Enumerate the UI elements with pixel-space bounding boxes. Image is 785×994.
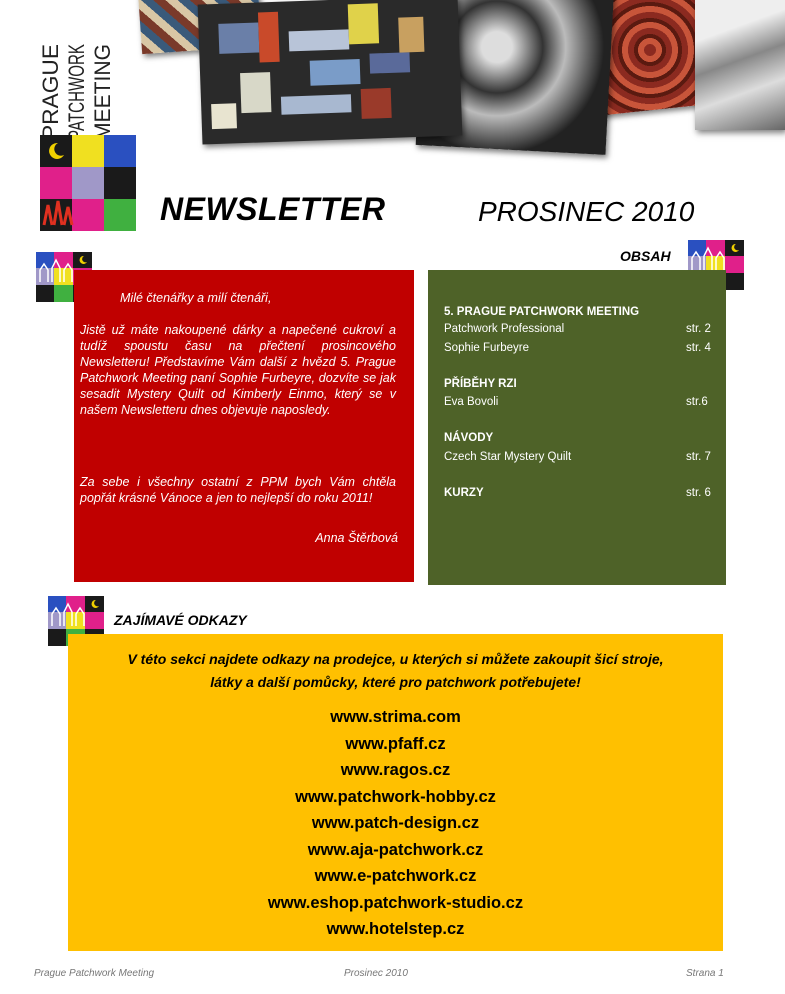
logo-word-meeting: MEETING (90, 39, 115, 140)
letter-greeting: Milé čtenářky a milí čtenáři, (120, 291, 272, 305)
link-hotelstep[interactable]: www.hotelstep.cz (326, 920, 465, 938)
toc-item-page: str. 6 (686, 487, 711, 499)
quilt-photo (198, 0, 463, 144)
letter-paragraph: Za sebe i všechny ostatní z PPM bych Vám chtěla popřát krásné Vánoce a jen to nejlepší do roku 2011! (80, 475, 396, 505)
link-aja-patchwork[interactable]: www.aja-patchwork.cz (307, 840, 484, 859)
toc-item-name: Czech Star Mystery Quilt (444, 451, 572, 463)
toc-item-page: str.6 (686, 396, 708, 408)
toc-section-title[interactable] (444, 484, 714, 502)
toc-item-page: str. 7 (686, 451, 711, 463)
logo-word-prague: PRAGUE (38, 47, 63, 140)
quilt-photo (695, 0, 785, 130)
link-patchwork-hobby[interactable]: www.patchwork-hobby.cz (295, 787, 496, 806)
toc-section-label: KURZY (444, 487, 484, 499)
toc-section-title[interactable] (444, 303, 714, 321)
links-intro (68, 648, 723, 694)
links-intro-line: V této sekci najdete odkazy na prodejce, u kterých si můžete zakoupit šicí stroje, (127, 651, 664, 667)
footer-page-number: Strana 1 (686, 968, 724, 979)
link-patch-design[interactable]: www.patch-design.cz (311, 814, 480, 832)
links-box (68, 634, 723, 951)
toc-section-title[interactable] (444, 429, 714, 447)
toc-item-name: Sophie Furbeyre (444, 342, 530, 354)
toc-section-label: 5. PRAGUE PATCHWORK MEETING (444, 306, 640, 318)
ppm-logo-text (38, 0, 144, 142)
toc-item-page: str. 2 (686, 323, 711, 335)
footer-center: Prosinec 2010 (344, 968, 408, 979)
toc-item[interactable] (444, 320, 714, 338)
toc-item-page: str. 4 (686, 342, 711, 354)
toc-item[interactable] (444, 393, 714, 411)
toc-section-title[interactable] (444, 375, 714, 393)
newsletter-title: NEWSLETTER (160, 191, 386, 227)
link-pfaff[interactable]: www.pfaff.cz (345, 734, 446, 753)
toc-item-name: Eva Bovoli (444, 396, 499, 408)
table-of-contents (428, 270, 726, 585)
links-heading: ZAJÍMAVÉ ODKAZY (114, 612, 247, 628)
ppm-logo-blocks (40, 135, 136, 231)
letter-signature: Anna Štěrbová (315, 531, 398, 545)
links-intro-line: látky a další pomůcky, které pro patchwork potřebujete! (210, 674, 581, 690)
footer-left: Prague Patchwork Meeting (34, 968, 155, 979)
toc-section-label: PŘÍBĚHY RZI (444, 378, 517, 390)
header-quilt-photos (140, 0, 768, 148)
toc-item-name: Patchwork Professional (444, 323, 565, 335)
issue-date: PROSINEC 2010 (478, 196, 695, 227)
toc-item[interactable] (444, 339, 714, 357)
toc-heading: OBSAH (620, 248, 671, 264)
intro-letter-box (74, 270, 414, 582)
link-eshop-patchwork-studio[interactable]: www.eshop.patchwork-studio.cz (267, 893, 524, 912)
link-strima[interactable]: www.strima.com (330, 708, 461, 726)
toc-item[interactable] (444, 448, 714, 466)
logo-word-patchwork: PATCHWORK (64, 0, 89, 140)
links-list (68, 704, 723, 943)
link-e-patchwork[interactable]: www.e-patchwork.cz (314, 867, 477, 885)
link-ragos[interactable]: www.ragos.cz (340, 761, 451, 779)
letter-paragraph: Jistě už máte nakoupené dárky a napečené cukroví a tudíž spoustu času na přečtení prosincového Newsletteru! Představíme Vám další z hvězd 5. Prague Patchwork Meeting paní Sophie Furbeyre, dozvíte se jak sesadit Mystery Quilt od Kimberly Einmo, který se v našem Newsletteru dnes objevuje naposledy. (80, 323, 396, 417)
toc-section-label: NÁVODY (444, 432, 494, 444)
